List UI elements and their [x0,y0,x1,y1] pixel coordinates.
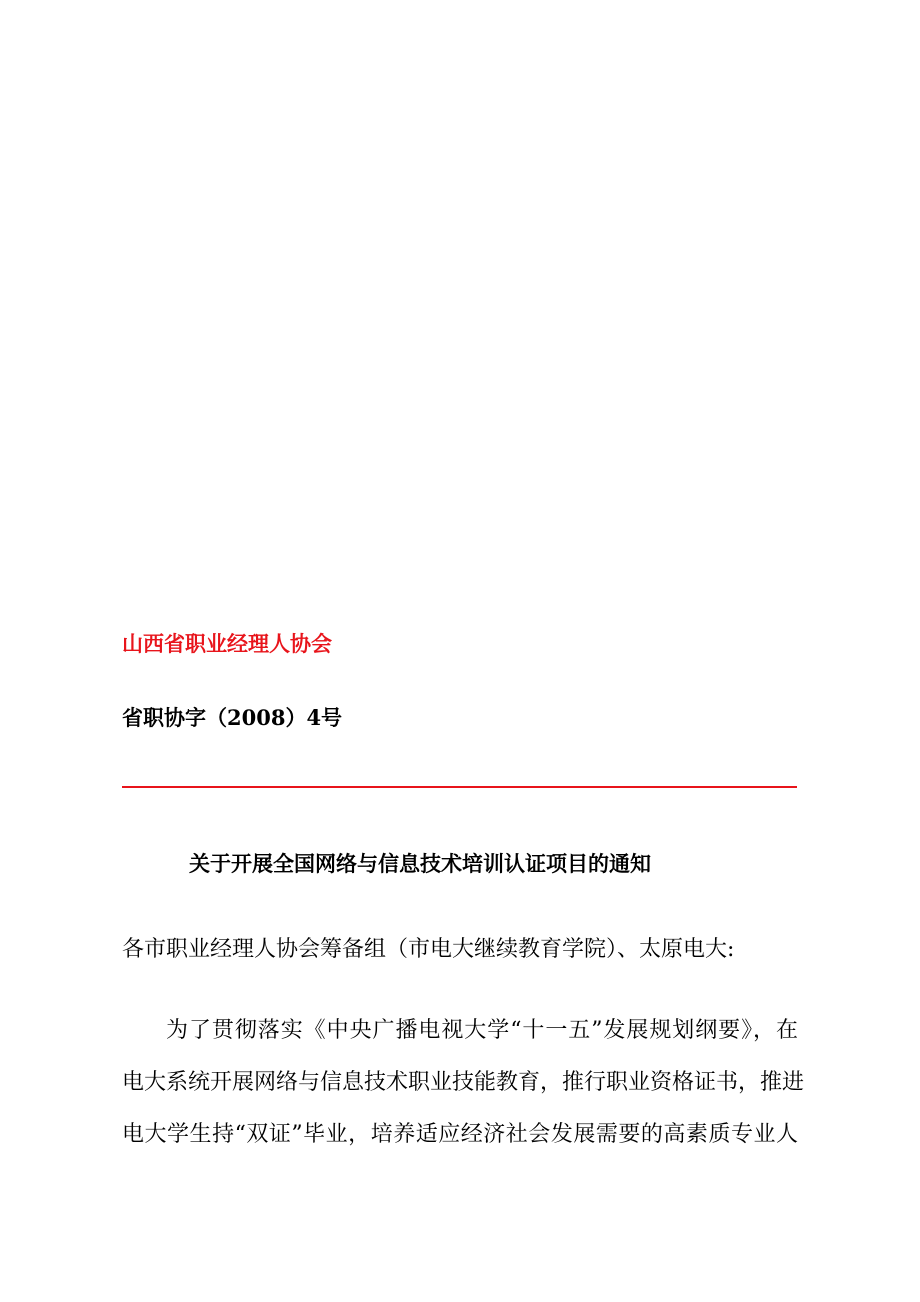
notice-body [122,1011,805,1167]
issuing-organization: 山西省职业经理人协会 [122,631,332,656]
body-line: 电大学生持“双证”毕业，培养适应经济社会发展需要的高素质专业人 [122,1122,798,1147]
body-line: 电大系统开展网络与信息技术职业技能教育，推行职业资格证书，推进 [122,1070,805,1095]
document-number: 省职协字（2008）4号 [122,705,343,730]
body-line: 为了贯彻落实《中央广播电视大学“十一五”发展规划纲要》，在 [166,1018,798,1043]
notice-addressee: 各市职业经理人协会筹备组（市电大继续教育学院）、太原电大: [122,937,735,962]
red-header-rule [122,786,797,788]
notice-title: 关于开展全国网络与信息技术培训认证项目的通知 [189,851,651,876]
